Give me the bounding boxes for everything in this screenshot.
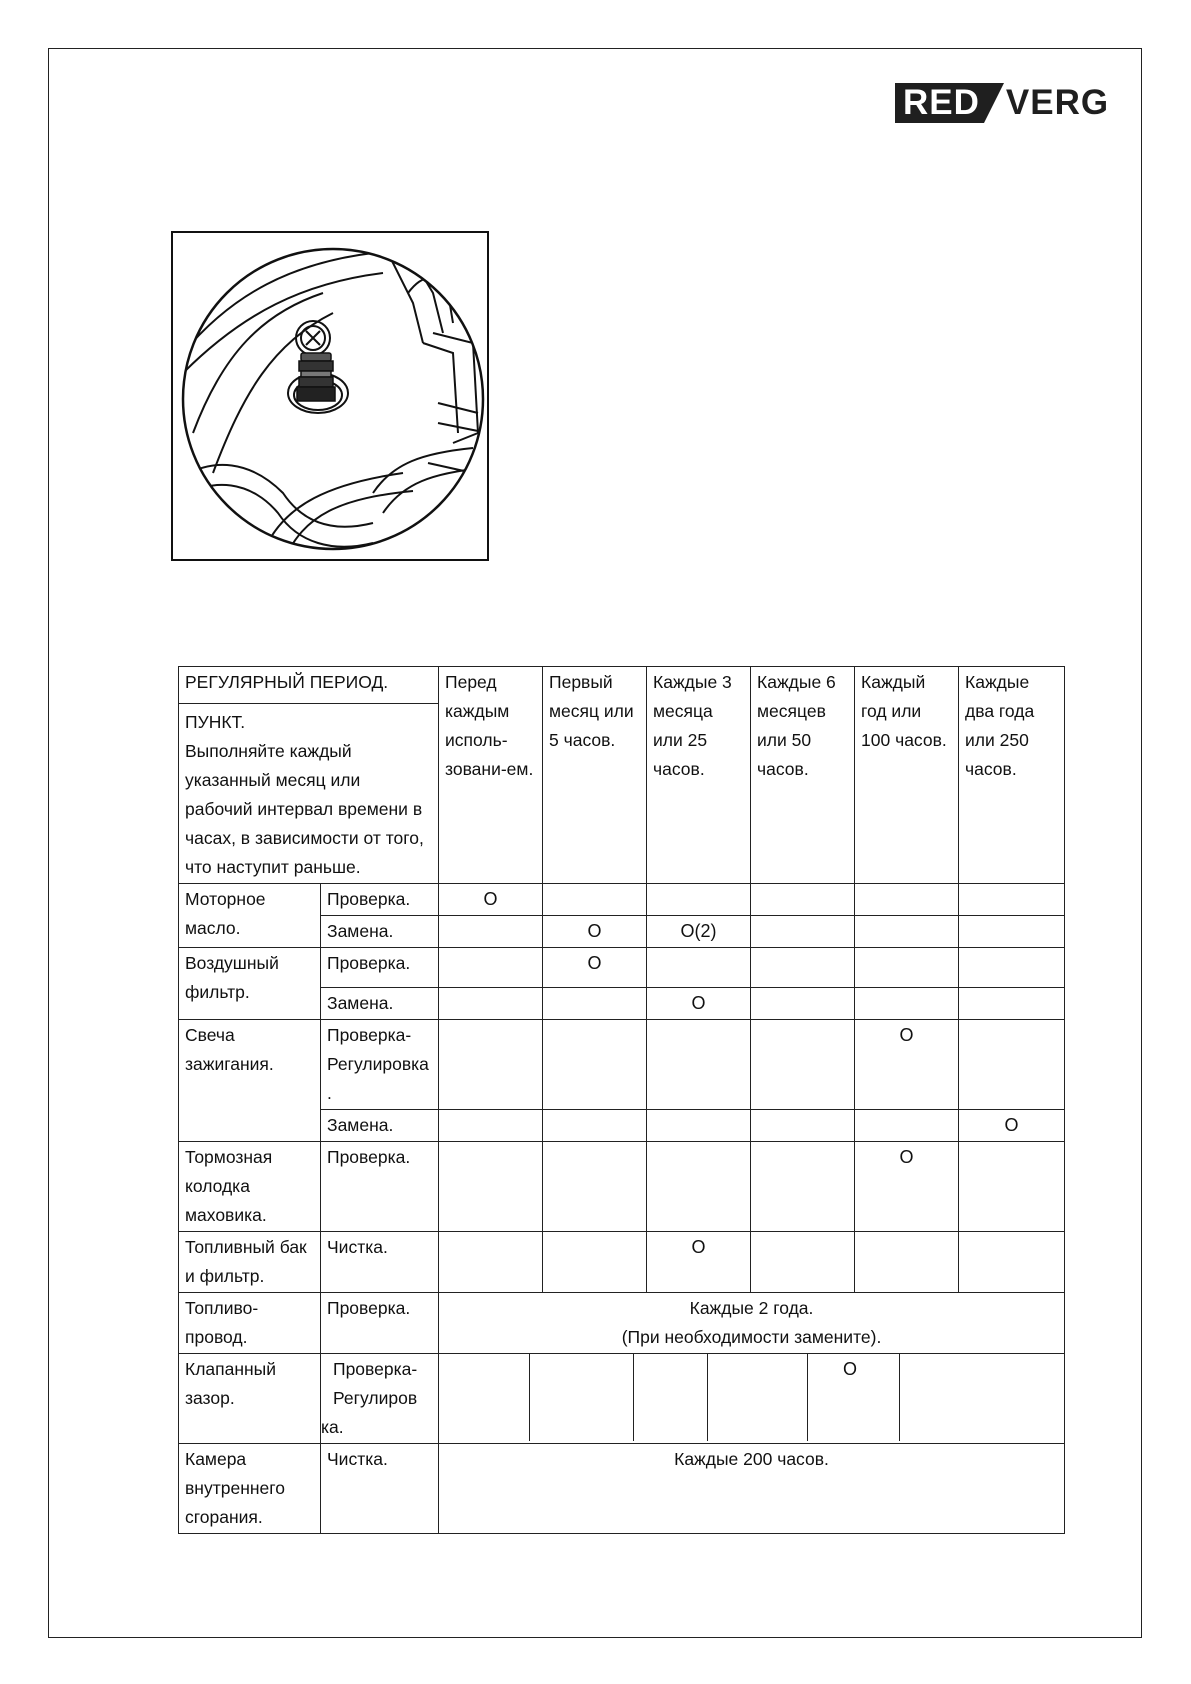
table-header-row [179, 667, 1065, 884]
action-clean: Чистка. [321, 1444, 439, 1534]
mark-cell [439, 1142, 543, 1232]
oil-plug-figure [171, 231, 489, 561]
valve-divider [529, 1354, 530, 1441]
valve-divider [807, 1354, 808, 1441]
mark-cell [855, 1232, 959, 1293]
mark-cell: О [647, 988, 751, 1020]
mark-cell [439, 988, 543, 1020]
action-check: Проверка. [321, 1142, 439, 1232]
mark-cell [439, 1232, 543, 1293]
table-row [179, 1444, 1065, 1534]
row-name-valve: Клапанный зазор. [179, 1354, 321, 1444]
valve-action-1: Проверка- [333, 1359, 418, 1379]
action-check: Проверка. [321, 884, 439, 916]
mark-cell [439, 1020, 543, 1110]
mark-cell [543, 1020, 647, 1110]
mark-cell [751, 1020, 855, 1110]
mark-cell [439, 916, 543, 948]
row-name-air-filter: Воздушный фильтр. [179, 948, 321, 1020]
maintenance-schedule [178, 666, 1064, 1534]
logo-red-text: RED [895, 83, 984, 123]
valve-divider [633, 1354, 634, 1441]
fuel-line-note [439, 1293, 1065, 1354]
valve-mark: О [843, 1359, 858, 1379]
mark-cell [855, 948, 959, 988]
table-row [179, 1020, 1065, 1110]
mark-cell [543, 1232, 647, 1293]
mark-cell [647, 884, 751, 916]
header-period-item [179, 667, 439, 884]
mark-cell [751, 916, 855, 948]
mark-cell [751, 884, 855, 916]
table-row [179, 884, 1065, 916]
mark-cell [959, 948, 1065, 988]
mark-cell [439, 948, 543, 988]
mark-cell [751, 1110, 855, 1142]
mark-cell: О [959, 1110, 1065, 1142]
mark-cell [959, 884, 1065, 916]
mark-cell: О [855, 1142, 959, 1232]
col-header-before-use: Перед каждым исполь-зовани-ем. [439, 667, 543, 884]
col-header-3-months: Каждые 3 месяца или 25 часов. [647, 667, 751, 884]
mark-cell [751, 1232, 855, 1293]
mark-cell [959, 1142, 1065, 1232]
fuel-line-note-1: Каждые 2 года. [689, 1298, 814, 1318]
action-check-adjust [321, 1354, 439, 1444]
valve-divider [899, 1354, 900, 1441]
table-row [179, 1232, 1065, 1293]
mark-cell [855, 1110, 959, 1142]
row-name-chamber: Камера внутреннего сгорания. [179, 1444, 321, 1534]
col-header-year: Каждый год или 100 часов. [855, 667, 959, 884]
mark-cell [959, 988, 1065, 1020]
mark-cell [959, 1020, 1065, 1110]
mark-cell [751, 948, 855, 988]
col-header-two-years: Каждые два года или 250 часов. [959, 667, 1065, 884]
mark-cell: О [439, 884, 543, 916]
chamber-note: Каждые 200 часов. [439, 1444, 1065, 1534]
mark-cell [647, 1142, 751, 1232]
mark-cell [855, 884, 959, 916]
table-row [179, 948, 1065, 988]
valve-grid [439, 1354, 1064, 1441]
action-check-adjust: Проверка-Регулировка. [321, 1020, 439, 1110]
action-check: Проверка. [321, 948, 439, 988]
mark-cell [647, 1110, 751, 1142]
row-name-spark-plug: Свеча зажигания. [179, 1020, 321, 1142]
mark-cell: О [543, 916, 647, 948]
mark-cell [543, 884, 647, 916]
mark-cell [543, 1110, 647, 1142]
maintenance-table [178, 666, 1065, 1534]
action-replace: Замена. [321, 916, 439, 948]
redverg-logo [895, 83, 1109, 123]
mark-cell [751, 1142, 855, 1232]
mark-cell [751, 988, 855, 1020]
table-row [179, 1142, 1065, 1232]
mark-cell [543, 988, 647, 1020]
mark-cell [855, 988, 959, 1020]
action-check: Проверка. [321, 1293, 439, 1354]
mark-cell [543, 1142, 647, 1232]
logo-verg-text: VERG [1005, 83, 1110, 122]
oil-filler-plug-illustration [173, 233, 487, 559]
row-name-fuel-tank: Топливный бак и фильтр. [179, 1232, 321, 1293]
row-name-engine-oil: Моторное масло. [179, 884, 321, 948]
action-replace: Замена. [321, 1110, 439, 1142]
action-clean: Чистка. [321, 1232, 439, 1293]
valve-divider [707, 1354, 708, 1441]
logo-notch [984, 83, 1004, 123]
mark-cell [959, 1232, 1065, 1293]
mark-cell [647, 948, 751, 988]
row-name-brake: Тормозная колодка маховика. [179, 1142, 321, 1232]
row-name-fuel-line: Топливо-провод. [179, 1293, 321, 1354]
mark-cell: О [543, 948, 647, 988]
mark-cell [647, 1020, 751, 1110]
valve-action-3: ка. [321, 1417, 344, 1437]
mark-cell [439, 1110, 543, 1142]
mark-cell [959, 916, 1065, 948]
fuel-line-note-2: (При необходимости замените). [621, 1327, 882, 1347]
header-item: ПУНКТ. Выполняйте каждый указанный месяц или рабочий интервал времени в часах, в зависимости от того, что наступит раньше. [185, 712, 424, 877]
mark-cell [855, 916, 959, 948]
mark-cell: О(2) [647, 916, 751, 948]
mark-cell: О [647, 1232, 751, 1293]
table-row [179, 1354, 1065, 1444]
valve-marks-area [439, 1354, 1065, 1444]
action-replace: Замена. [321, 988, 439, 1020]
col-header-6-months: Каждые 6 месяцев или 50 часов. [751, 667, 855, 884]
col-header-first-month: Первый месяц или 5 часов. [543, 667, 647, 884]
mark-cell: О [855, 1020, 959, 1110]
header-period: РЕГУЛЯРНЫЙ ПЕРИОД. [179, 667, 438, 704]
valve-action-2: Регулиров [333, 1388, 418, 1408]
table-row [179, 1293, 1065, 1354]
